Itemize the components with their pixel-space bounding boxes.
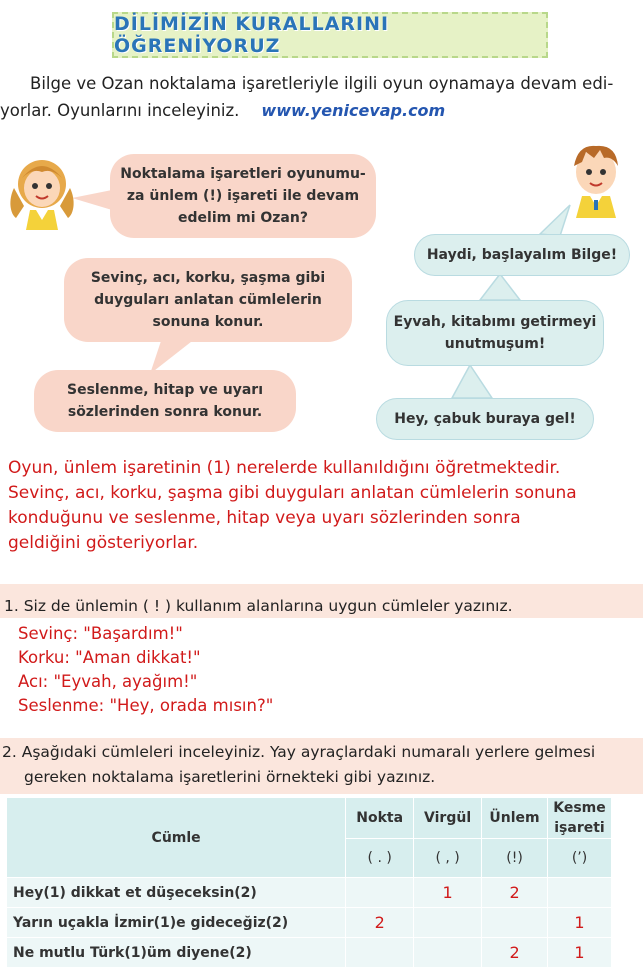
bilge-girl-illustration — [6, 148, 78, 230]
cell-kesme: 1 — [548, 938, 612, 968]
row-sentence: Hey(1) dikkat et düşeceksin(2) — [7, 878, 346, 908]
bubble-tail — [150, 338, 196, 374]
bilge-bubble-2 — [64, 258, 352, 342]
bubble-line: edelim mi Ozan? — [178, 210, 308, 226]
bubble-tail — [480, 274, 520, 300]
symbol-unlem: (!) — [482, 839, 548, 878]
header-cumle: Cümle — [7, 798, 346, 878]
bubble-line: Sevinç, acı, korku, şaşma gibi — [90, 270, 326, 286]
table-row — [7, 908, 612, 938]
cell-unlem — [482, 908, 548, 938]
ozan-bubble-3 — [376, 398, 594, 440]
page-title: DİLİMİZİN KURALLARINI ÖĞRENİYORUZ — [114, 13, 390, 57]
cell-kesme: 1 — [548, 908, 612, 938]
intro-paragraph — [0, 70, 640, 124]
website-link[interactable]: www.yenicevap.com — [261, 101, 446, 120]
cell-unlem: 2 — [482, 938, 548, 968]
bubble-line: Hey, çabuk buraya gel! — [394, 411, 576, 427]
answer-line: Acı: "Eyvah, ayağım!" — [18, 672, 198, 691]
explanation-answer — [8, 456, 638, 556]
bubble-tail — [72, 190, 112, 210]
ozan-bubble-1 — [414, 234, 630, 276]
explanation-line: Sevinç, acı, korku, şaşma gibi duyguları anlatan cümlelerin sonuna — [8, 483, 577, 503]
cell-unlem: 2 — [482, 878, 548, 908]
question-1-answers — [18, 622, 618, 718]
answer-line: Seslenme: "Hey, orada mısın?" — [18, 696, 274, 715]
cell-virgul — [414, 938, 482, 968]
explanation-line: konduğunu ve seslenme, hitap veya uyarı sözlerinden sonra — [8, 508, 521, 528]
row-sentence: Ne mutlu Türk(1)üm diyene(2) — [7, 938, 346, 968]
cell-nokta — [346, 938, 414, 968]
punctuation-table — [6, 797, 612, 968]
title-banner — [112, 12, 548, 58]
ozan-boy-illustration — [560, 136, 632, 218]
cell-nokta — [346, 878, 414, 908]
bubble-line: unutmuşum! — [444, 336, 546, 352]
cell-nokta: 2 — [346, 908, 414, 938]
header-virgul: Virgül — [414, 798, 482, 839]
bubble-line: sözlerinden sonra konur. — [67, 404, 263, 420]
row-sentence: Yarın uçakla İzmir(1)e gideceğiz(2) — [7, 908, 346, 938]
cell-virgul — [414, 908, 482, 938]
question-2-band — [0, 738, 643, 794]
bubble-line: Noktalama işaretleri oyunumu- — [120, 166, 366, 182]
bilge-bubble-1 — [110, 154, 376, 238]
explanation-line: Oyun, ünlem işaretinin (1) nerelerde kullanıldığını öğretmektedir. — [8, 458, 561, 478]
bubble-line: duyguları anlatan cümlelerin — [94, 292, 322, 308]
ozan-bubble-2 — [386, 300, 604, 366]
bubble-line: Seslenme, hitap ve uyarı — [67, 382, 263, 398]
answer-line: Sevinç: "Başardım!" — [18, 624, 183, 643]
symbol-nokta: ( . ) — [346, 839, 414, 878]
symbol-virgul: ( , ) — [414, 839, 482, 878]
explanation-line: geldiğini gösteriyorlar. — [8, 533, 199, 553]
bubble-line: Haydi, başlayalım Bilge! — [426, 247, 618, 263]
intro-line-1: Bilge ve Ozan noktalama işaretleriyle ilgili oyun oynamaya devam edi- — [30, 74, 614, 93]
table-row — [7, 938, 612, 968]
question-2-line-1: 2. Aşağıdaki cümleleri inceleyiniz. Yay ayraçlardaki numaralı yerlere gelmesi — [2, 743, 596, 761]
table-row — [7, 878, 612, 908]
bubble-line: za ünlem (!) işareti ile devam — [126, 188, 360, 204]
symbol-kesme: (’) — [548, 839, 612, 878]
intro-line-2: yorlar. Oyunlarını inceleyiniz. www.yenicevap.com — [0, 101, 446, 120]
table-header-row — [7, 798, 612, 839]
answer-line: Korku: "Aman dikkat!" — [18, 648, 201, 667]
cell-virgul: 1 — [414, 878, 482, 908]
question-1-band — [0, 584, 643, 618]
cell-kesme — [548, 878, 612, 908]
bubble-tail — [452, 365, 492, 398]
question-1-text: 1. Siz de ünlemin ( ! ) kullanım alanlarına uygun cümleler yazınız. — [4, 597, 513, 615]
question-2-line-2: gereken noktalama işaretlerini örnekteki gibi yazınız. — [24, 768, 436, 786]
header-kesme: Kesme işareti — [548, 798, 612, 839]
header-unlem: Ünlem — [482, 798, 548, 839]
bubble-line: Eyvah, kitabımı getirmeyi — [393, 314, 597, 330]
header-nokta: Nokta — [346, 798, 414, 839]
bilge-bubble-3 — [34, 370, 296, 432]
bubble-line: sonuna konur. — [152, 314, 264, 330]
